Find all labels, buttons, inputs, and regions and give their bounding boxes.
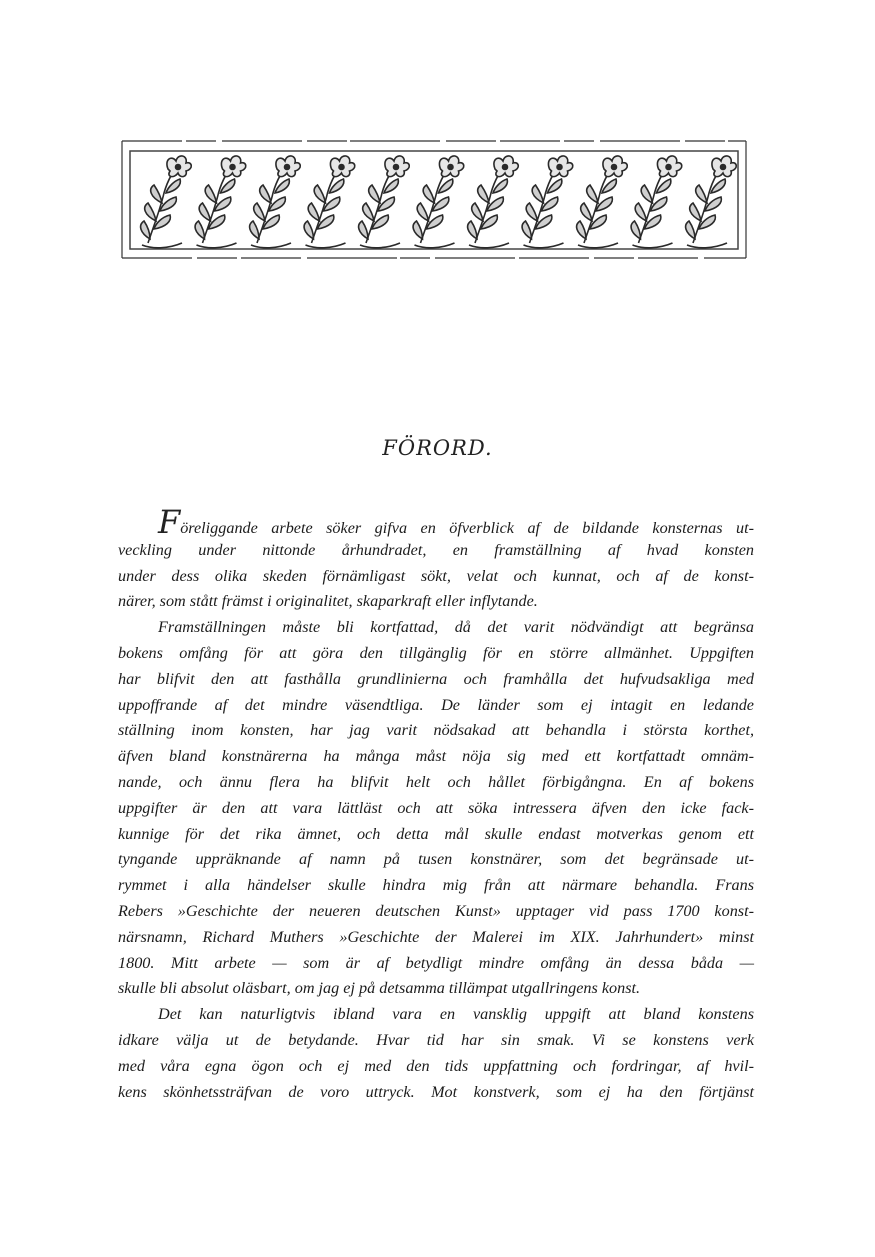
floral-motif-icon [413, 156, 464, 248]
text-line: rymmet i alla händelser skulle hindra mig från att närmare behandla. Frans [118, 876, 754, 895]
text-line: nande, och ännu flera ha blifvit helt och hållet förbigångna. En af bokens [118, 772, 754, 791]
text-line: kens skönhetssträfvan de voro uttryck. Mot konstverk, som ej ha den förtjänst [118, 1082, 754, 1101]
floral-motif-icon [359, 156, 410, 248]
floral-motif-icon [195, 156, 246, 248]
text-line: under dess olika skeden förnämligast sökt, velat och kunnat, och af de konst- [118, 566, 754, 585]
preface-text [118, 503, 754, 1105]
floral-motif-icon [631, 156, 682, 248]
text-line: har blifvit den att fasthålla grundlinierna och framhålla det hufvudsakliga med [118, 669, 754, 688]
text-line: äfven bland konstnärerna ha många måst nöja sig med ett kortfattadt omnäm- [118, 747, 754, 766]
text-line: uppgifter är den att vara lättläst och att söka intressera äfven den icke fack- [118, 798, 754, 817]
text-line: kunnige för det rika ämnet, och detta mål skulle endast motverkas genom ett [118, 824, 754, 843]
text-line: Rebers »Geschichte der neueren deutschen Kunst» upptager vid pass 1700 konst- [118, 901, 754, 920]
text-line: idkare välja ut de betydande. Hvar tid har sin smak. Vi se konstens verk [118, 1030, 754, 1049]
text-line-rest: öreliggande arbete söker gifva en öfverblick af de bildande konsternas ut- [180, 519, 754, 537]
text-line: ställning inom konsten, har jag varit nödsakad att behandla i största korthet, [118, 721, 754, 740]
text-line: närsnamn, Richard Muthers »Geschichte der Malerei im XIX. Jahrhundert» minst [118, 927, 754, 946]
decorative-initial: F [158, 503, 181, 541]
page-title: FÖRORD. [382, 436, 493, 460]
text-line: med våra egna ögon och ej med den tids uppfattning och fordringar, af hvil- [118, 1056, 754, 1075]
floral-motif-icon [522, 156, 573, 248]
text-line: veckling under nittonde århundradet, en framställning af hvad konsten [118, 540, 754, 559]
text-line: Det kan naturligtvis ibland vara en vansklig uppgift att bland konstens [158, 1005, 754, 1024]
text-line [118, 503, 754, 541]
floral-motif-icon [304, 156, 355, 248]
text-line: uppoffrande af det mindre väsendtliga. De länder som ej intagit en ledande [118, 695, 754, 714]
floral-motif-icon [577, 156, 628, 248]
text-line: 1800. Mitt arbete — som är af betydligt mindre omfång än dessa båda — [118, 953, 754, 972]
text-line: tyngande uppräknande af namn på tusen konstnärer, som det begränsade ut- [118, 850, 754, 869]
floral-ornament-icon [120, 137, 748, 262]
text-line: skulle bli absolut oläsbart, om jag ej på detsamma tillämpat utgallringens konst. [118, 979, 641, 998]
floral-motif-icon [686, 156, 737, 248]
text-line: bokens omfång för att göra den tillgänglig för en större allmänhet. Uppgiften [118, 643, 754, 662]
text-line: närer, som stått främst i originalitet, skaparkraft eller inflytande. [118, 592, 538, 611]
floral-motif-icon [468, 156, 519, 248]
floral-motif-icon [250, 156, 301, 248]
floral-motif-icon [141, 156, 192, 248]
text-line: Framställningen måste bli kortfattad, då det varit nödvändigt att begränsa [158, 618, 754, 637]
